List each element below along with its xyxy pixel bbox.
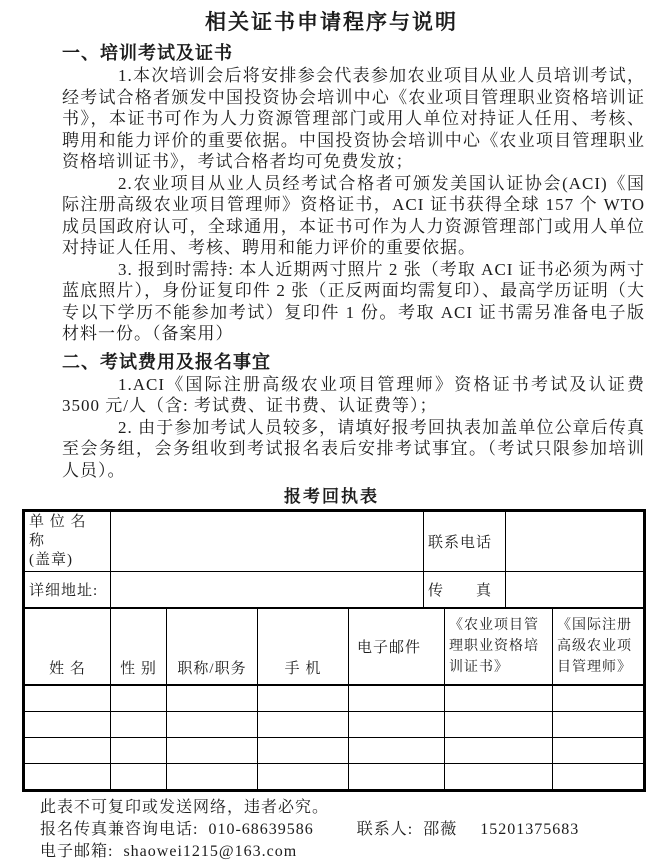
page-title: 相关证书申请程序与说明 (205, 10, 458, 34)
section-heading-fees-registration: 二、考试费用及报名事宜 (62, 351, 271, 372)
fax-label: 传 真 (424, 572, 506, 608)
attendee-table (24, 608, 644, 790)
column-header-mobile: 手 机 (258, 609, 349, 685)
unit-name-label: 单 位 名 称 (29, 514, 87, 549)
unit-name-label-cell (25, 512, 111, 572)
document-body (62, 41, 645, 481)
unit-name-row (25, 512, 644, 572)
fax-phone-number: 010-68639586 (208, 820, 314, 838)
unit-name-value-cell (111, 512, 424, 572)
contact-phone-value-cell (506, 512, 644, 572)
column-header-aci-certificate: 《国际注册高级农业项目管理师》 (553, 609, 644, 685)
form-footer (40, 797, 663, 863)
column-header-name: 姓 名 (25, 609, 111, 685)
section-heading-training-exam: 一、培训考试及证书 (62, 43, 233, 63)
fax-phone-label: 报名传真兼咨询电话: (40, 820, 199, 838)
contact-person-label: 联系人: (356, 820, 414, 838)
attendee-empty-row (25, 711, 644, 737)
column-header-email: 电子邮件 (349, 609, 445, 685)
footer-email-line (40, 841, 663, 863)
fax-value-cell (506, 572, 644, 608)
footer-notice: 此表不可复印或发送网络，违者必究。 (40, 798, 330, 816)
contact-person-name: 邵薇 (423, 820, 458, 838)
contact-phone-label: 联系电话 (424, 512, 506, 572)
unit-seal-label: (盖章) (29, 552, 73, 568)
attendee-empty-row (25, 763, 644, 789)
email-address: shaowei1215@163.com (123, 842, 298, 860)
form-title: 报考回执表 (284, 487, 379, 506)
paragraph-fees-1: 1.ACI《国际注册高级农业项目管理师》资格证书考试及认证费 3500 元/人（含: 考试费、证书费、认证费等）； (62, 374, 645, 415)
address-value-cell (111, 572, 424, 608)
form-info-table (24, 511, 644, 608)
email-label: 电子邮箱: (40, 842, 114, 860)
column-header-gender: 性 别 (111, 609, 167, 685)
attendee-header-row (25, 609, 644, 685)
paragraph-training-1: 1.本次培训会后将安排参会代表参加农业项目从业人员培训考试，经考试合格者颁发中国投资协会培训中心《农业项目管理职业资格培训证书》，本证书可作为人力资源管理部门或用人单位对持证人任用、考核、聘用和能力评价的重要依据。中国投资协会培训中心《农业项目管理职业资格培训证书》，考试合格者均可免费发放； (62, 66, 645, 171)
column-header-training-certificate: 《农业项目管理职业资格培训证书》 (445, 609, 553, 685)
paragraph-fees-2: 2. 由于参加考试人员较多，请填好报考回执表加盖单位公章后传真至会务组，会务组收到考试报名表后安排考试事宜。（考试只限参加培训人员）。 (62, 417, 645, 480)
paragraph-training-3: 3. 报到时需持: 本人近期两寸照片 2 张（考取 ACI 证书必须为两寸蓝底照片），身份证复印件 2 张（正反两面均需复印）、最高学历证明（大专以下学历不能参加考试）复印件 1 份。考取 ACI 证书需另准备电子版材料一份。（备案用） (62, 259, 645, 343)
footer-contact-line (40, 819, 663, 841)
address-row (25, 572, 644, 608)
contact-person-phone: 15201375683 (480, 820, 580, 838)
address-label: 详细地址: (25, 572, 111, 608)
attendee-empty-row (25, 685, 644, 712)
column-header-title-position: 职称/职务 (167, 609, 258, 685)
attendee-empty-row (25, 737, 644, 763)
registration-reply-form (22, 509, 646, 792)
paragraph-training-2: 2.农业项目从业人员经考试合格者可颁发美国认证协会(ACI)《国际注册高级农业项目管理师》资格证书，ACI 证书获得全球 157 个 WTO 成员国政府认可，全球通用，本证书可作为人力资源管理部门或用人单位对持证人任用、考核、聘用和能力评价的重要依据。 (62, 173, 645, 257)
